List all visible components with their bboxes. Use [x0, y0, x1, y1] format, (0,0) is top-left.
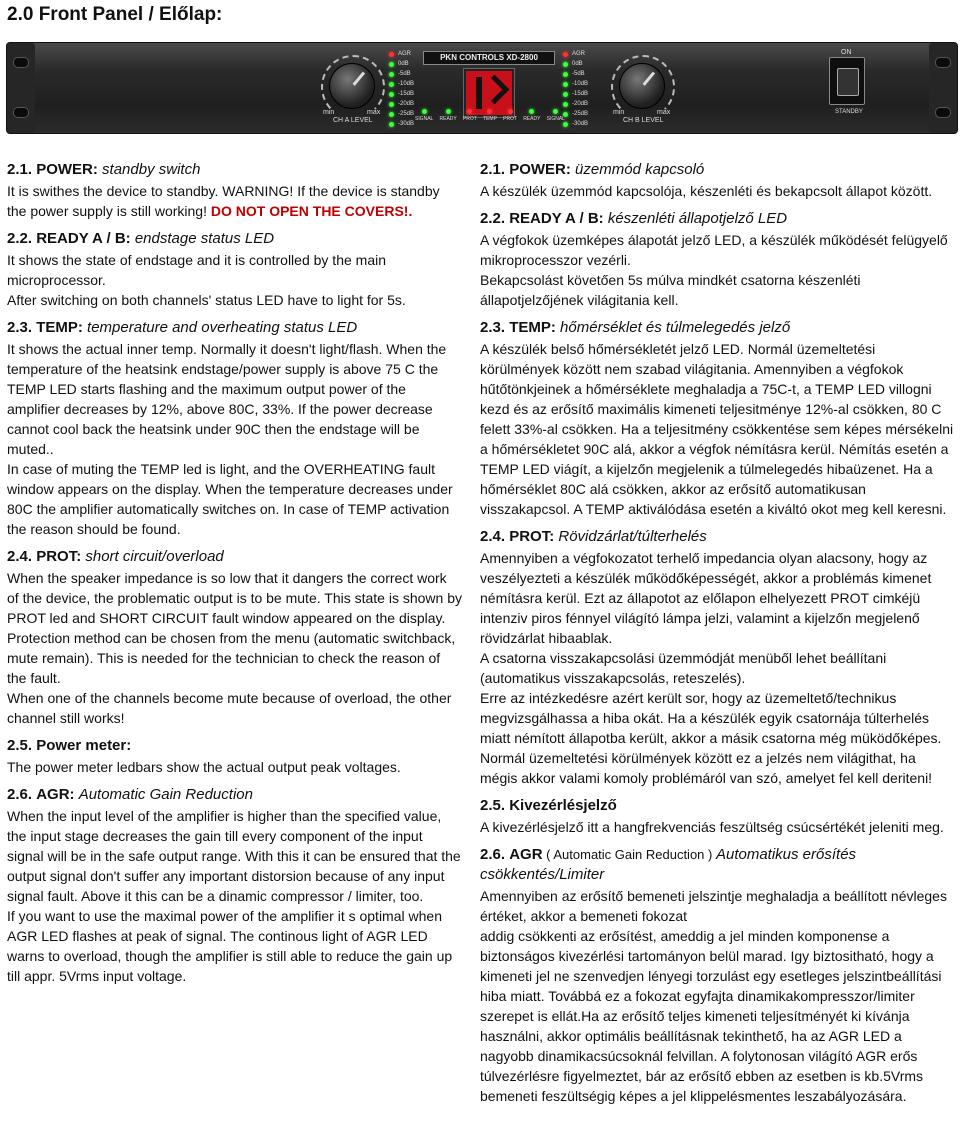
section-power [7, 160, 462, 221]
section-label: POWER: [509, 161, 571, 178]
meter-led [389, 62, 394, 67]
section-number: 2.3. [480, 319, 506, 336]
meter-led [563, 82, 568, 87]
section-label: READY A / B: [509, 210, 604, 227]
knob-b-min-label: min [613, 109, 625, 116]
meter-led [389, 92, 394, 97]
switch-on-label: ON [841, 49, 852, 56]
paragraph: When the input level of the amplifier is higher than the specified value, the input stage decreases the gain till every component of the input signal will be in the safe output range. With this it can be ensured that the output signal don't suffer any important distorsion because of any input signal fault. Above it this can be a dinamic compressor / limiter, too. [7, 808, 461, 904]
section-label: PROT: [509, 528, 555, 545]
meter-label: -20dB [572, 101, 589, 107]
paragraph: It shows the state of endstage and it is controlled by the main microprocessor. [7, 252, 386, 288]
section-number: 2.5. [480, 797, 506, 814]
paragraph: In case of muting the TEMP led is light, and the OVERHEATING fault window appears on the display. When the temperature decreases under 80C the amplifier automatically switches on. In case of TEMP activation the reason should be found. [7, 461, 453, 537]
section-number: 2.6. [7, 786, 33, 803]
section-subtitle: Automatikus erősítés csökkentés/Limiter [480, 846, 857, 883]
section-subtitle: üzemmód kapcsoló [575, 161, 705, 178]
section-number: 2.2. [480, 210, 506, 227]
warning-text: DO NOT OPEN THE COVERS!. [210, 203, 413, 219]
meter-led [389, 112, 394, 117]
section-label: POWER: [36, 161, 98, 178]
standby-label: STANDBY [835, 109, 863, 115]
meter-label: -20dB [398, 101, 415, 107]
section-number: 2.4. [7, 548, 33, 565]
prot-led [467, 109, 472, 114]
section-subtitle: Rövidzárlat/túlterhelés [558, 528, 707, 545]
rack-hole [13, 107, 29, 118]
status-label: PROT [462, 116, 477, 122]
meter-label: -5dB [572, 71, 585, 77]
knob-b-max-label: max [657, 109, 671, 116]
status-label: TEMP [483, 116, 497, 122]
section-number: 2.6. [480, 846, 506, 863]
paragraph: It shows the actual inner temp. Normally it doesn't light/flash. When the temperature of the heatsink endstage/power supply is above 75 C the TEMP LED starts flashing and the maximum output power of the amplifier decreases by 12%, above 80C, 33%. If the power decrease cannot cool back the heatsink under 90C then the endstage will be muted.. [7, 341, 447, 457]
status-label: SIGNAL [546, 116, 565, 122]
section-midtext: ( Automatic Gain Reduction ) [542, 847, 716, 862]
temp-led [487, 109, 492, 114]
rack-hole [935, 107, 951, 118]
section-subtitle: short circuit/overload [85, 548, 224, 565]
section-agr [7, 785, 462, 986]
meter-led [563, 102, 568, 107]
signal-led [422, 109, 427, 114]
paragraph: It is swithes the device to standby. WARNING! If the device is standby the power supply is still working! DO NOT OPEN THE COVERS!. [7, 183, 440, 219]
paragraph: Protection method can be chosen from the menu (automatic switchback, mute remain). This is needed for the technician to check the reason of the fault. [7, 630, 456, 686]
paragraph: A kivezérlésjelző itt a hangfrekvenciás feszültség csúcsértékét jeleniti meg. [480, 819, 944, 835]
section-label: AGR [509, 846, 543, 863]
meter-led [389, 72, 394, 77]
meter-label: -25dB [398, 111, 415, 117]
section-number: 2.5. [7, 737, 33, 754]
prot-led [508, 109, 513, 114]
section-label: TEMP: [36, 319, 83, 336]
agr-led [563, 52, 568, 57]
meter-label: -30dB [398, 121, 415, 127]
meter-label: AGR [398, 51, 412, 57]
section-label: TEMP: [509, 319, 556, 336]
section-agr-hu [480, 845, 956, 1106]
meter-label: -15dB [572, 91, 589, 97]
paragraph: A csatorna visszakapcsolási üzemmódját menüből lehet beállítani (automatikus visszakapcsolás, reteszelés). [480, 650, 887, 686]
rack-ear-right [929, 43, 957, 133]
paragraph: Amennyiben a végfokozatot terhelő impedancia olyan alacsony, hogy az veszélyezteti a készülék működőképességét, akkor a problémás kimenet némításra kerül. Ezt az állapotot az előlapon elhelyezett PROT cimkéjü intenziv piros fénnyel világító lámpa jelzi, valamint a kijelzőn megjelenő rövidzárlat hibaablak. [480, 550, 932, 646]
knob-a-min-label: min [323, 109, 335, 116]
rack-hole [935, 57, 951, 68]
status-led-row [415, 109, 565, 122]
paragraph: addig csökkenti az erősítést, ameddig a jel minden komponense a biztonságos kivezérlési tartományon belül marad. Igy biztositható, hogy a kimeneti jel ne szenvedjen lényegi torzulást egy esetleges jelszintbeállítási hiba miatt. Továbbá ez a fokozat egyfajta dinamikakompresszor/limiter szerepet is ellát.Ha az erősítő teljes kimeneti teljesítményét ki kívánja használni, akkor optimális beállításnak tekinthető, ha az AGR LED a nagyobb dinamikacsúcsoknál felvillan. A folytonosan világító AGR erős túlvezérlésre figyelmeztet, bár az erősítő ebben az esetben is kb.5Vrms bemeneti feszültségig képes a jel klippelésmentes leszabályozására. [480, 928, 942, 1104]
ready-led [529, 109, 534, 114]
section-ready [7, 229, 462, 310]
meter-label: -10dB [398, 81, 415, 87]
section-number: 2.1. [7, 161, 33, 178]
ch-b-level-knob[interactable] [619, 63, 665, 109]
standby-switch[interactable] [829, 57, 865, 105]
meter-led [563, 92, 568, 97]
status-label: SIGNAL [415, 116, 434, 122]
paragraph: When one of the channels become mute because of overload, the other channel still works! [7, 690, 452, 726]
status-label: READY [439, 116, 457, 122]
english-column [7, 160, 462, 994]
section-temp [7, 318, 462, 539]
meter-label: -30dB [572, 121, 589, 127]
section-prot [7, 547, 462, 728]
paragraph: The power meter ledbars show the actual output peak voltages. [7, 759, 401, 775]
section-number: 2.4. [480, 528, 506, 545]
meter-label: 0dB [572, 61, 583, 67]
ready-led [446, 109, 451, 114]
meter-label: -5dB [398, 71, 411, 77]
section-label: Kivezérlésjelző [509, 797, 617, 814]
paragraph: Bekapcsolást követően 5s múlva mindkét csatorna készenléti állapotjelzőjének világitania kell. [480, 272, 861, 308]
rack-hole [13, 57, 29, 68]
knob-b-label: CH B LEVEL [623, 117, 664, 124]
meter-led [563, 122, 568, 127]
page-title: 2.0 Front Panel / Előlap: [7, 4, 223, 25]
meter-led [563, 72, 568, 77]
section-label: READY A / B: [36, 230, 131, 247]
knob-a-max-label: max [367, 109, 381, 116]
meter-label: -10dB [572, 81, 589, 87]
ch-a-level-knob[interactable] [329, 63, 375, 109]
rack-ear-left [7, 43, 35, 133]
section-prot-hu [480, 527, 956, 788]
section-meter-hu [480, 796, 956, 837]
knob-a-label: CH A LEVEL [333, 117, 373, 124]
section-subtitle: endstage status LED [134, 230, 275, 247]
paragraph: After switching on both channels' status LED have to light for 5s. [7, 292, 406, 308]
meter-led [389, 122, 394, 127]
section-number: 2.1. [480, 161, 506, 178]
status-label: READY [523, 116, 541, 122]
section-number: 2.2. [7, 230, 33, 247]
brand-plate: PKN CONTROLS XD-2800 [423, 51, 555, 65]
signal-led [553, 109, 558, 114]
paragraph: Amennyiben az erősítő bemeneti jelszintje meghaladja a beállított névleges értéket, akkor a bemeneti fokozat [480, 888, 947, 924]
meter-label: AGR [572, 51, 586, 57]
section-subtitle: Automatic Gain Reduction [78, 786, 253, 803]
meter-label: -25dB [572, 111, 589, 117]
section-subtitle: készenléti állapotjelző LED [607, 210, 788, 227]
section-subtitle: temperature and overheating status LED [87, 319, 358, 336]
section-subtitle: hőmérséklet és túlmelegedés jelző [560, 319, 791, 336]
meter-led [389, 82, 394, 87]
paragraph: When the speaker impedance is so low that it dangers the correct work of the device, the problematic output is to be mute. This state is shown by PROT led and SHORT CIRCUIT fault window appeared on the display. [7, 570, 462, 626]
section-power-hu [480, 160, 956, 201]
agr-led [389, 52, 394, 57]
section-label: PROT: [36, 548, 82, 565]
front-panel-image [6, 42, 958, 134]
paragraph: Erre az intézkedésre azért került sor, hogy az üzemeltető/technikus megvizsgálhassa a hiba okát. Ha a készülék egyik csatornája túlterhelés miatt némított állapotba került, akkor a másik csatorna még müködőképes. Normál üzemeltetési körülmények között ez a jelzés nem világithat, ha mégis akkor valami komoly problémáról van szó, amelyet fel kell deriteni! [480, 690, 942, 786]
section-label: AGR: [36, 786, 75, 803]
paragraph: A készülék belső hőmérsékletét jelző LED. Normál üzemeltetési körülmények között nem szabad világitania. Amennyiben a végfokok hűtőtönkjeinek a hőmérséklete meghaladja a 75C-t, a TEMP LED villogni kezd és az erősítő maximális kimeneti teljesitménye 12%-al csökken, 80 C felett 33%-al csökken. Ha a teljesitmény csökkentése sem képes mérsékelni a hőmérsékletet 90C alá, akkor a végfok némításra kerül. Némítás esetén a TEMP LED viágít, a kijelzőn megjelenik a túlmelegedés hibaüzenet. Ha a hőmérséklet 80C alá csökken, akkor az erősítő automatikusan visszakapcsol. A TEMP aktiválódása esetén a kiváltó okot meg kell keresni. [480, 341, 954, 517]
section-ready-hu [480, 209, 956, 310]
section-number: 2.3. [7, 319, 33, 336]
paragraph: If you want to use the maximal power of the amplifier it s optimal when AGR LED flashes at peak of signal. The continous light of AGR LED warns to overload, though the amplifier is still able to reduce the gain up till appr. 5Vrms input voltage. [7, 908, 453, 984]
paragraph: A végfokok üzemképes álapotát jelző LED, a készülék működését felügyelő mikroprocesszor vezérli. [480, 232, 948, 268]
meter-label: 0dB [398, 61, 409, 67]
hungarian-column [480, 160, 956, 1114]
meter-label: -15dB [398, 91, 415, 97]
meter-b [563, 49, 603, 129]
meter-led [389, 102, 394, 107]
section-temp-hu [480, 318, 956, 519]
meter-led [563, 62, 568, 67]
section-power-meter [7, 736, 462, 777]
status-label: PROT [503, 116, 517, 122]
paragraph: A készülék üzemmód kapcsolója, készenléti és bekapcsolt állapot között. [480, 183, 933, 199]
section-label: Power meter: [36, 737, 132, 754]
section-subtitle: standby switch [102, 161, 201, 178]
